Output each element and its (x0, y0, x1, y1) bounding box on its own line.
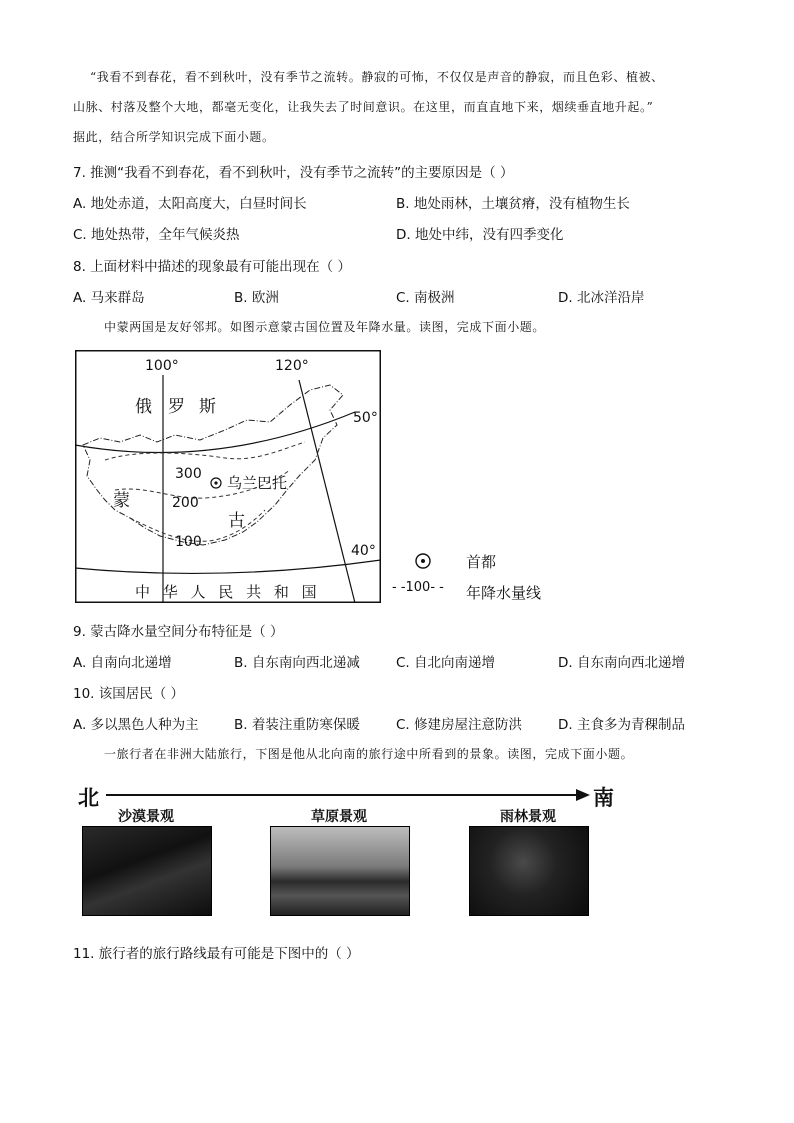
grassland-photo (270, 826, 410, 916)
question-10-stem: 10. 该国居民（ ） (73, 686, 185, 702)
question-8-stem: 8. 上面材料中描述的现象最有可能出现在（ ） (73, 259, 351, 275)
russia-char-3: 斯 (199, 397, 216, 417)
question-8-option-a[interactable]: A. 马来群岛 (73, 290, 145, 306)
russia-char-2: 罗 (168, 397, 185, 417)
label-40-degree: 40° (351, 543, 376, 559)
isohyet-300-label: 300 (175, 466, 202, 482)
desert-photo (82, 826, 212, 916)
question-7-option-d[interactable]: D. 地处中纬，没有四季变化 (396, 227, 564, 243)
question-8-option-b[interactable]: B. 欧洲 (234, 290, 279, 306)
question-9-stem: 9. 蒙古降水量空间分布特征是（ ） (73, 624, 284, 640)
passage-3: 一旅行者在非洲大陆旅行，下图是他从北向南的旅行途中所看到的景象。读图，完成下面小题。 (104, 747, 634, 761)
question-10-option-b[interactable]: B. 着装注重防寒保暖 (234, 717, 360, 733)
rainforest-photo (469, 826, 589, 916)
passage-2: 中蒙两国是友好邻邦。如图示意蒙古国位置及年降水量。读图，完成下面小题。 (104, 320, 546, 334)
question-10-option-d[interactable]: D. 主食多为青稞制品 (558, 717, 685, 733)
capital-legend-icon (412, 550, 434, 572)
mongolia-char-2: 古 (228, 511, 245, 531)
question-8-option-d[interactable]: D. 北冰洋沿岸 (558, 290, 645, 306)
russia-char-1: 俄 (135, 397, 152, 417)
legend-isohyet-sample: - -100- - (392, 580, 444, 595)
question-9-option-c[interactable]: C. 自北向南递增 (396, 655, 496, 671)
question-8-option-c[interactable]: C. 南极洲 (396, 290, 455, 306)
mongolia-char-1: 蒙 (113, 491, 130, 511)
north-label: 北 (78, 786, 99, 810)
south-label: 南 (593, 786, 614, 810)
north-to-south-arrow (106, 784, 590, 806)
china-label: 中 华 人 民 共 和 国 (135, 583, 321, 601)
isohyet-100-label: 100 (175, 534, 202, 550)
mongolia-map (75, 350, 381, 603)
label-50-degree: 50° (353, 410, 378, 426)
capital-label: 乌兰巴托 (227, 474, 288, 492)
isohyet-200-label: 200 (172, 495, 199, 511)
passage-1-line-3: 据此，结合所学知识完成下面小题。 (73, 130, 275, 144)
question-7-option-b[interactable]: B. 地处雨林，土壤贫瘠，没有植物生长 (396, 196, 630, 212)
passage-1-line-2: 山脉、村落及整个大地，都毫无变化，让我失去了时间意识。在这里，而直直地下来，烟续垂直地升起。” (73, 100, 654, 114)
question-7-option-c[interactable]: C. 地处热带，全年气候炎热 (73, 227, 240, 243)
question-10-option-a[interactable]: A. 多以黑色人种为主 (73, 717, 199, 733)
question-7-option-a[interactable]: A. 地处赤道，太阳高度大，白昼时间长 (73, 196, 307, 212)
question-11-stem: 11. 旅行者的旅行路线最有可能是下图中的（ ） (73, 946, 360, 962)
label-120-degree: 120° (275, 358, 309, 374)
legend-isohyet-label: 年降水量线 (466, 584, 542, 602)
rainforest-label: 雨林景观 (500, 809, 556, 825)
capital-marker-dot (214, 481, 217, 484)
passage-1-line-1: “我看不到春花，看不到秋叶，没有季节之流转。静寂的可怖，不仅仅是声音的静寂，而且色彩、植被、 (90, 70, 664, 84)
question-9-option-a[interactable]: A. 自南向北递增 (73, 655, 172, 671)
desert-label: 沙漠景观 (118, 809, 174, 825)
question-10-option-c[interactable]: C. 修建房屋注意防洪 (396, 717, 523, 733)
question-9-option-d[interactable]: D. 自东南向西北递增 (558, 655, 685, 671)
label-100-degree: 100° (145, 358, 179, 374)
grassland-label: 草原景观 (311, 809, 367, 825)
legend-capital-label: 首都 (466, 553, 497, 571)
question-9-option-b[interactable]: B. 自东南向西北递减 (234, 655, 360, 671)
question-7-stem: 7. 推测“我看不到春花，看不到秋叶，没有季节之流转”的主要原因是（ ） (73, 165, 514, 181)
